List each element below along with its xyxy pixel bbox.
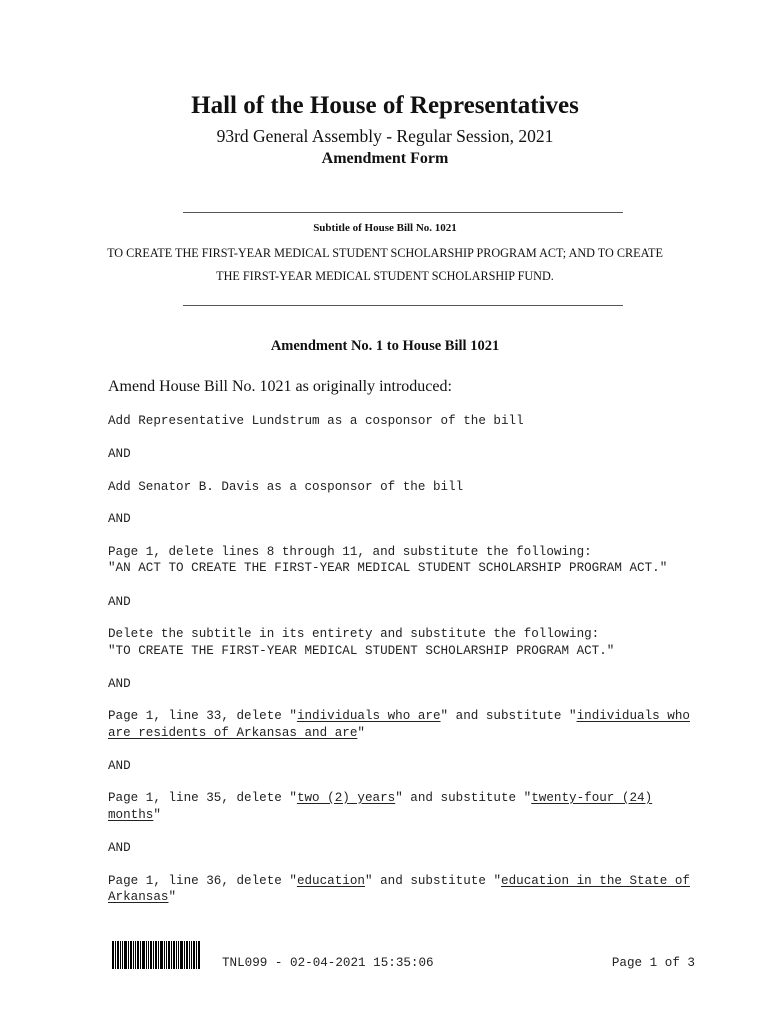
page-number: Page 1 of 3 (611, 956, 695, 970)
instruction-text: Page 1, line 36, delete " (108, 874, 297, 888)
and-separator: AND (108, 759, 131, 773)
session-line: 93rd General Assembly - Regular Session, 2021 (216, 126, 554, 146)
substituted-text: Arkansas (108, 890, 169, 904)
line36-instruction (108, 874, 690, 888)
instruction-text: " (168, 890, 177, 904)
subtitle-label: Subtitle of House Bill No. 1021 (313, 222, 457, 234)
instruction-text: Page 1, line 35, delete " (108, 791, 297, 805)
instruction-text: Page 1, line 33, delete " (108, 709, 297, 723)
and-separator: AND (108, 447, 131, 461)
line35-instruction-cont (108, 808, 161, 822)
cosponsor-instruction-1: Add Representative Lundstrum as a cosponsor of the bill (108, 414, 524, 428)
subtitle-line-2: THE FIRST-YEAR MEDICAL STUDENT SCHOLARSHIP FUND. (216, 269, 554, 283)
deleted-text: two (2) years (296, 791, 396, 805)
instruction-text: " and substitute " (364, 874, 502, 888)
form-name: Amendment Form (321, 150, 449, 167)
substituted-text: education in the State of (501, 874, 690, 888)
subtitle-change-line-1: Delete the subtitle in its entirety and substitute the following: (108, 627, 600, 641)
substituted-text: twenty-four (24) (531, 791, 653, 805)
and-separator: AND (108, 841, 131, 855)
substituted-text: are residents of Arkansas and are (108, 726, 358, 740)
line36-instruction-cont (108, 890, 176, 904)
title-change-line-1: Page 1, delete lines 8 through 11, and substitute the following: (108, 545, 592, 559)
amendment-heading: Amendment No. 1 to House Bill 1021 (270, 338, 500, 354)
subtitle-change-line-2: "TO CREATE THE FIRST-YEAR MEDICAL STUDENT SCHOLARSHIP PROGRAM ACT." (108, 644, 615, 658)
substituted-text: months (108, 808, 154, 822)
instruction-text: " (153, 808, 161, 822)
line33-instruction-cont (108, 726, 365, 740)
title-change-line-2: "AN ACT TO CREATE THE FIRST-YEAR MEDICAL STUDENT SCHOLARSHIP PROGRAM ACT." (108, 561, 668, 575)
subtitle-line-1: TO CREATE THE FIRST-YEAR MEDICAL STUDENT SCHOLARSHIP PROGRAM ACT; AND TO CREATE (107, 246, 663, 260)
page-title: Hall of the House of Representatives (191, 92, 579, 119)
instruction-text: " and substitute " (395, 791, 532, 805)
bottom-divider (183, 305, 623, 306)
barcode-icon (112, 941, 200, 969)
instruction-text: " (357, 726, 365, 740)
line33-instruction (108, 709, 690, 723)
amendment-intro: Amend House Bill No. 1021 as originally introduced: (108, 378, 452, 395)
top-divider (183, 212, 623, 213)
line35-instruction (108, 791, 652, 805)
deleted-text: individuals who are (296, 709, 441, 723)
instruction-text: " and substitute " (440, 709, 577, 723)
and-separator: AND (108, 512, 131, 526)
and-separator: AND (108, 677, 131, 691)
deleted-text: education (296, 874, 365, 888)
and-separator: AND (108, 595, 131, 609)
cosponsor-instruction-2: Add Senator B. Davis as a cosponsor of the bill (108, 480, 464, 494)
document-id: TNL099 - 02-04-2021 15:35:06 (222, 956, 434, 970)
substituted-text: individuals who (576, 709, 690, 723)
